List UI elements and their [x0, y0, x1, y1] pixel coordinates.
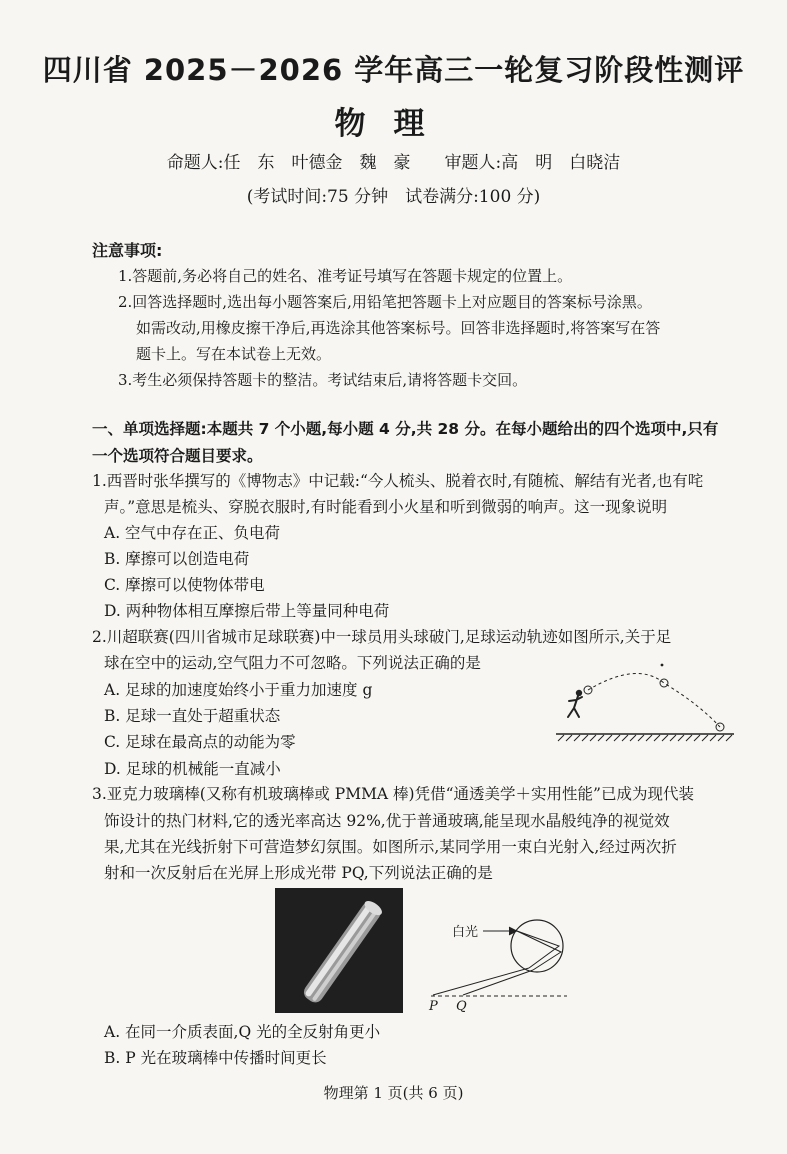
- optics-diagram: [425, 900, 570, 1012]
- question-2-option-c: C. 足球在最高点的动能为零: [104, 733, 296, 751]
- question-2-option-a: A. 足球的加速度始终小于重力加速度 g: [104, 681, 373, 699]
- question-3-stem-cont: 饰设计的热门材料,它的透光率高达 92%,优于普通玻璃,能呈现水晶般纯净的视觉效: [104, 812, 670, 830]
- question-1-stem-cont: 声。”意思是梳头、穿脱衣服时,有时能看到小火星和听到微弱的响声。这一现象说明: [104, 498, 668, 516]
- exam-info: (考试时间:75 分钟 试卷满分:100 分): [246, 187, 541, 207]
- question-3-option-a: A. 在同一介质表面,Q 光的全反射角更小: [104, 1023, 381, 1041]
- notice-item: 题卡上。写在本试卷上无效。: [136, 345, 332, 363]
- section-heading-cont: 一个选项符合题目要求。: [92, 447, 263, 465]
- football-trajectory-figure: [552, 655, 738, 747]
- glass-rod-image: [275, 888, 403, 1013]
- notice-item: 2.回答选择题时,选出每小题答案后,用铅笔把答题卡上对应题目的答案标号涂黑。: [118, 293, 652, 311]
- question-2-stem-cont: 球在空中的运动,空气阻力不可忽略。下列说法正确的是: [104, 654, 481, 672]
- question-3-option-b: B. P 光在玻璃棒中传播时间更长: [104, 1049, 327, 1067]
- page-footer: 物理第 1 页(共 6 页): [323, 1084, 464, 1102]
- question-2-option-d: D. 足球的机械能一直减小: [104, 760, 281, 778]
- label-q: Q: [456, 999, 467, 1014]
- question-1-option-d: D. 两种物体相互摩擦后带上等量同种电荷: [104, 602, 390, 620]
- notice-item: 如需改动,用橡皮擦干净后,再选涂其他答案标号。回答非选择题时,将答案写在答: [136, 319, 661, 337]
- question-2-option-b: B. 足球一直处于超重状态: [104, 707, 281, 725]
- authors-line: 命题人:任 东 叶德金 魏 豪 审题人:高 明 白晓洁: [166, 153, 621, 173]
- subject-title: 物理: [334, 106, 453, 142]
- question-1-option-c: C. 摩擦可以使物体带电: [104, 576, 265, 594]
- label-p: P: [429, 999, 438, 1014]
- notice-item: 1.答题前,务必将自己的姓名、准考证号填写在答题卡规定的位置上。: [118, 267, 573, 285]
- exam-title: 四川省 2025－2026 学年高三一轮复习阶段性测评: [42, 53, 745, 87]
- glass-rod-photo: [275, 888, 403, 1013]
- notice-title: 注意事项:: [92, 241, 163, 260]
- question-3-stem-cont: 射和一次反射后在光屏上形成光带 PQ,下列说法正确的是: [104, 864, 493, 882]
- question-1-option-b: B. 摩擦可以创造电荷: [104, 550, 250, 568]
- notice-item: 3.考生必须保持答题卡的整洁。考试结束后,请将答题卡交回。: [118, 371, 528, 389]
- white-light-label: 白光: [452, 925, 479, 940]
- question-3-stem: 3.亚克力玻璃棒(又称有机玻璃棒或 PMMA 棒)凭借“通透美学＋实用性能”已成为现代装: [92, 785, 694, 803]
- question-3-stem-cont: 果,尤其在光线折射下可营造梦幻氛围。如图所示,某同学用一束白光射入,经过两次折: [104, 838, 677, 856]
- question-1-option-a: A. 空气中存在正、负电荷: [104, 524, 281, 542]
- question-2-stem: 2.川超联赛(四川省城市足球联赛)中一球员用头球破门,足球运动轨迹如图所示,关于足: [92, 628, 672, 646]
- section-heading: 一、单项选择题:本题共 7 个小题,每小题 4 分,共 28 分。在每小题给出的四个选项中,只有: [92, 420, 719, 438]
- question-1-stem: 1.西晋时张华撰写的《博物志》中记载:“今人梳头、脱着衣时,有随梳、解结有光者,也有咤: [92, 472, 704, 490]
